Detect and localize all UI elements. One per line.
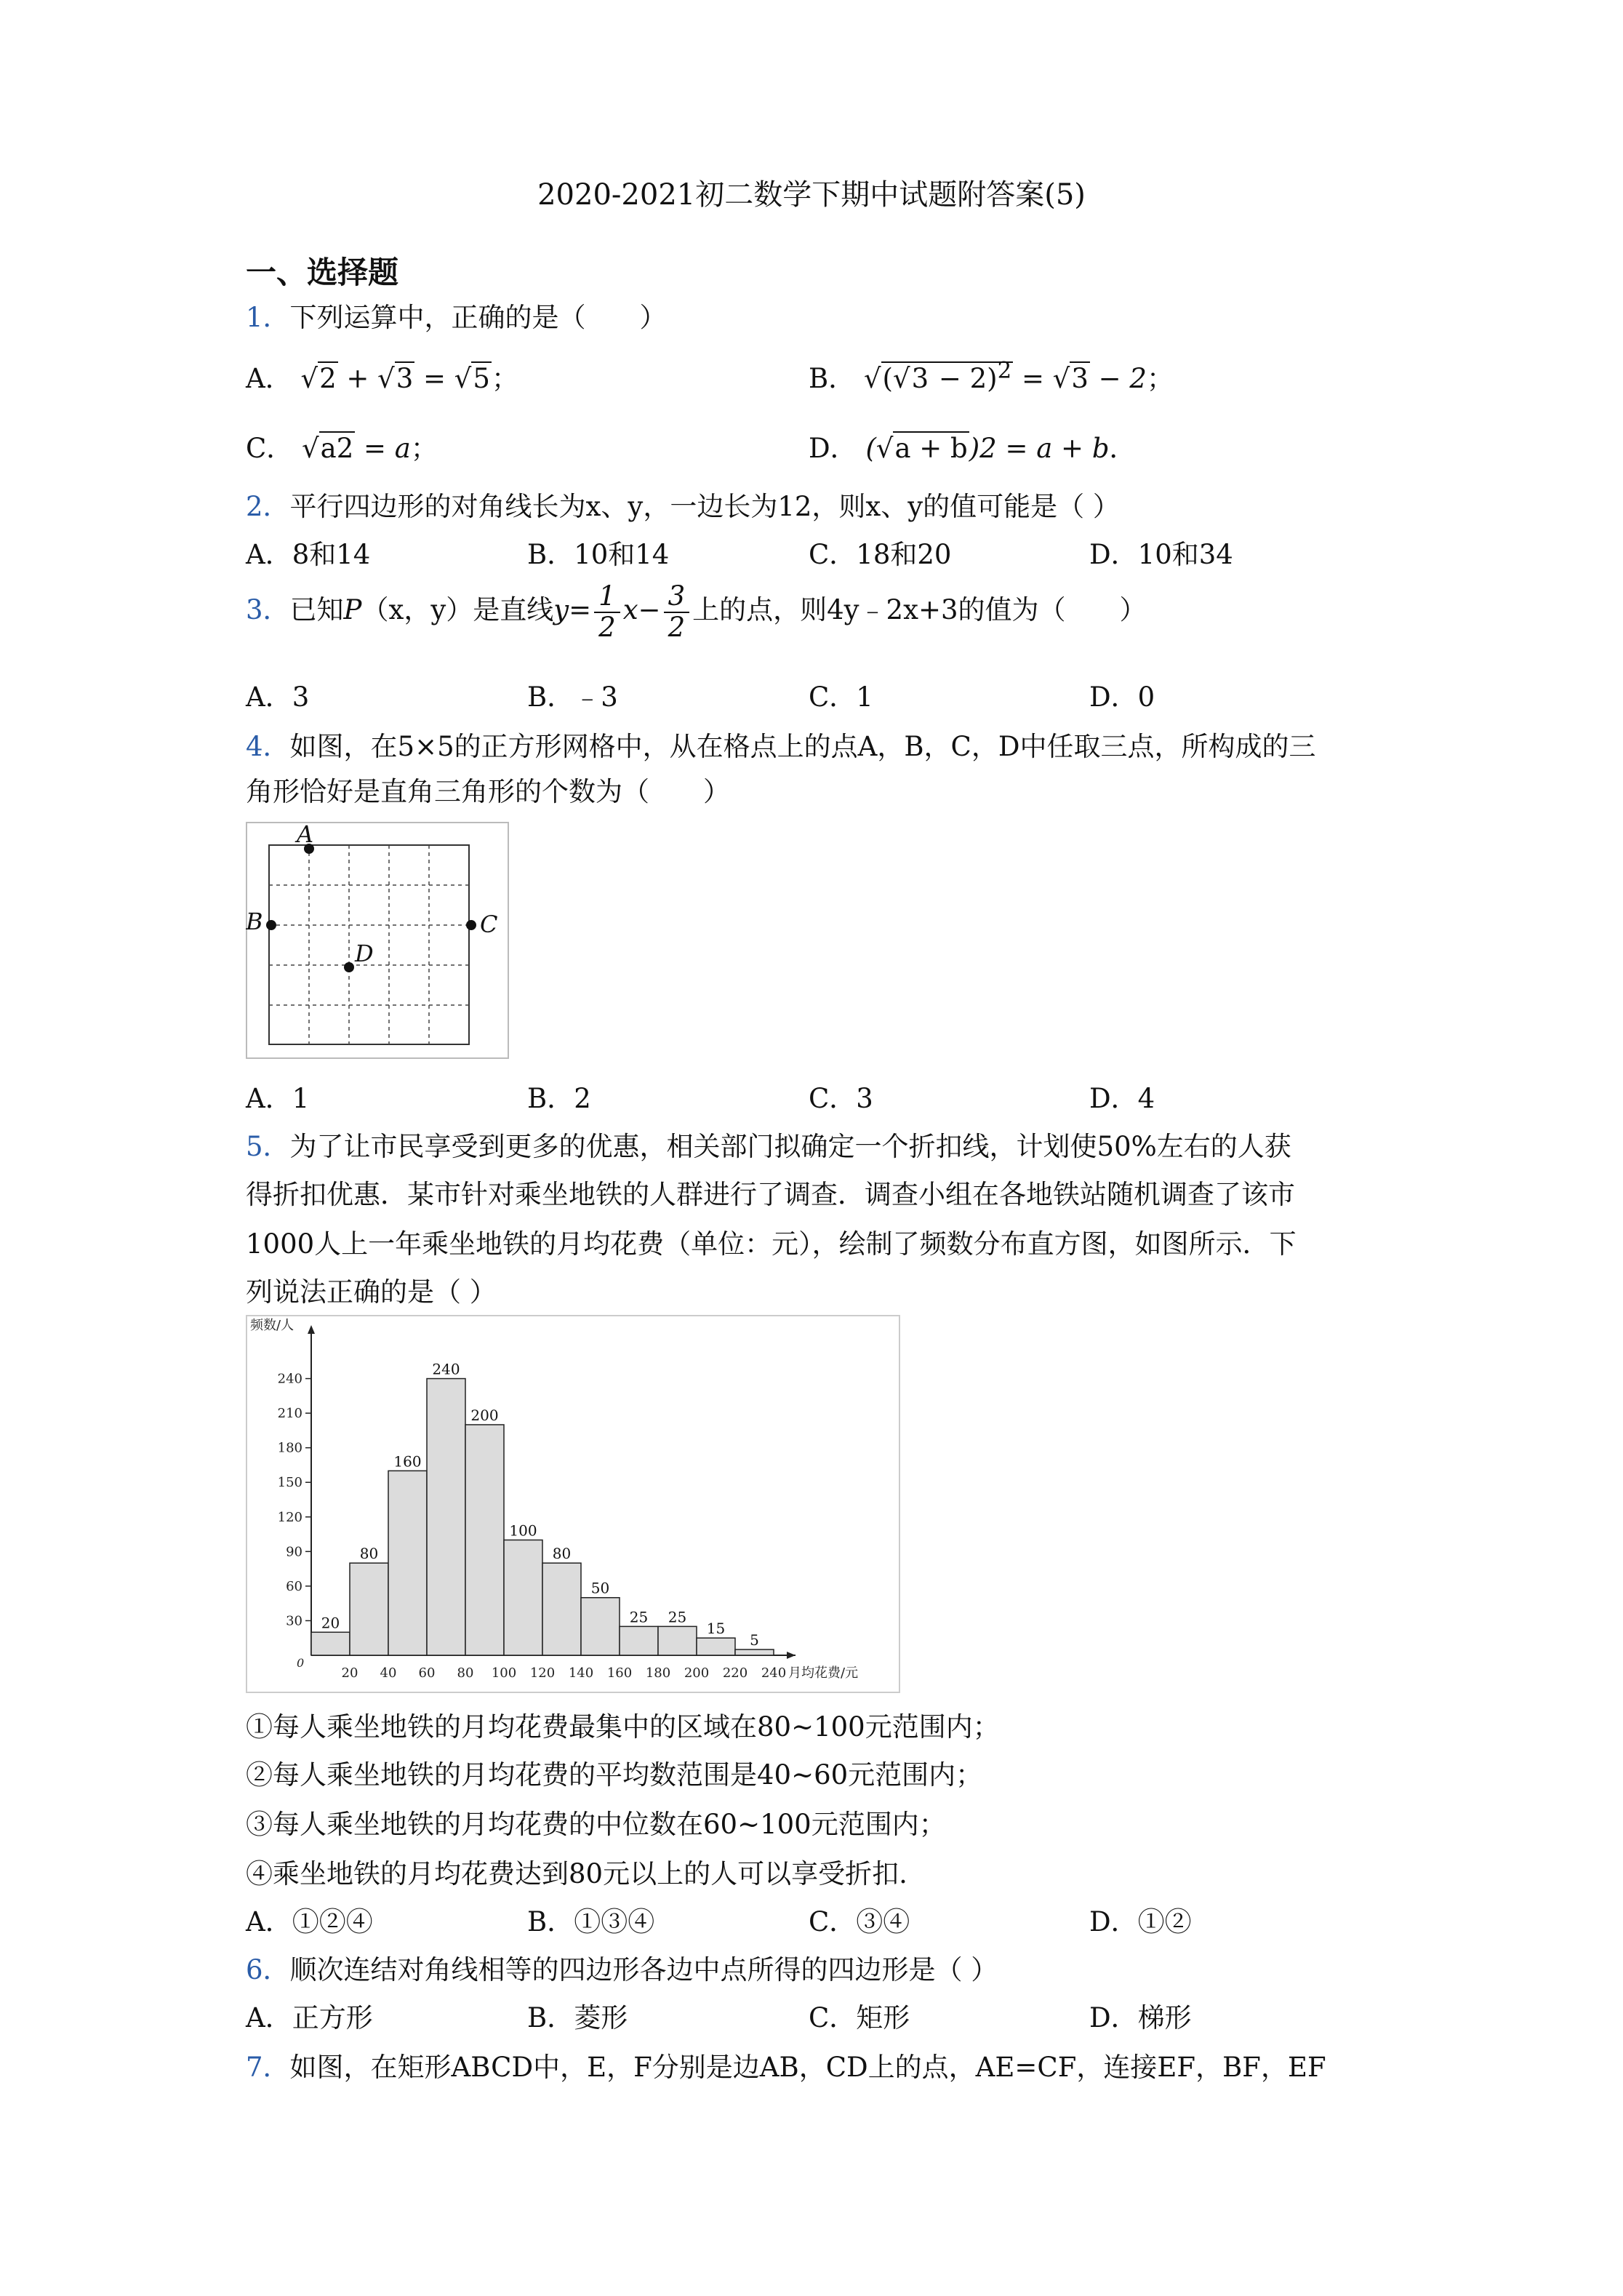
q2-option-c: C．18和20	[809, 539, 952, 570]
histogram-bar	[311, 1632, 350, 1655]
bar-value-label: 5	[750, 1631, 759, 1649]
q1-a-formula: √2 + √3 = √5	[300, 363, 490, 394]
label-a: A	[297, 822, 314, 848]
bar-value-label: 50	[590, 1579, 610, 1597]
q1-d-formula: (√a + b)2 = a + b	[865, 433, 1110, 464]
q5-option-b: B．①③④	[527, 1906, 655, 1937]
q1-b-label: B．	[809, 363, 856, 394]
histogram-bar	[427, 1379, 465, 1655]
histogram-bar	[388, 1471, 427, 1655]
page-title: 2020-2021初二数学下期中试题附答案(5)	[537, 178, 1086, 212]
q3-stem	[246, 582, 1147, 642]
q2-option-a: A．8和14	[246, 539, 371, 570]
q7-stem	[246, 2045, 1326, 2084]
label-c: C	[480, 911, 498, 938]
x-tick-label: 100	[491, 1665, 517, 1681]
y-tick-label: 120	[277, 1509, 302, 1525]
bar-value-label: 25	[668, 1608, 687, 1626]
label-d: D	[355, 940, 374, 967]
q3-equation: y= $\frac{1}{2}$ x− $\frac{3}{2}$	[553, 594, 692, 625]
q5-stem-line4: 列说法正确的是（ ）	[246, 1276, 497, 1308]
y-tick-label: 60	[286, 1578, 302, 1594]
q3-option-c: C．1	[809, 681, 873, 713]
q3-option-a: A．3	[246, 681, 310, 713]
point-b	[266, 920, 276, 930]
q1-d-tail: ．	[1109, 433, 1137, 464]
x-tick-label: 60	[418, 1665, 436, 1681]
x-tick-label: 200	[684, 1665, 710, 1681]
q5-number: 5．	[246, 1131, 290, 1162]
q4-stem-line1	[246, 724, 1316, 764]
q6-option-d: D．梯形	[1089, 2002, 1192, 2033]
q1-b-formula: $√(√3 - 2)^2 = √3 - 2$	[863, 357, 1147, 394]
bar-value-label: 20	[321, 1614, 340, 1632]
x-tick-label: 160	[606, 1665, 633, 1681]
q2-stem	[246, 484, 1120, 524]
q7-number: 7．	[246, 2052, 290, 2083]
q1-text: 下列运算中，正确的是（ ）	[289, 302, 667, 333]
q1-b-tail: ；	[1146, 363, 1174, 394]
bar-value-label: 200	[470, 1406, 499, 1424]
q5-statement-2: ②每人乘坐地铁的月均花费的平均数范围是40~60元范围内；	[246, 1759, 983, 1791]
q5-statement-1: ①每人乘坐地铁的月均花费最集中的区域在80~100元范围内；	[246, 1711, 1000, 1743]
bar-value-label: 25	[629, 1608, 649, 1626]
q2-number: 2．	[246, 491, 290, 522]
q3-number: 3．	[246, 594, 290, 626]
q5-text-1: 为了让市民享受到更多的优惠，相关部门拟确定一个折扣线，计划使50%左右的人获	[289, 1131, 1291, 1162]
q1-a-label: A．	[246, 363, 292, 394]
q1-number: 1．	[246, 302, 290, 333]
q6-stem	[246, 1948, 998, 1987]
histogram-bar	[735, 1649, 774, 1655]
q1-stem	[246, 295, 667, 335]
origin-label: 0	[297, 1656, 305, 1670]
x-axis-label: 月均花费/元	[788, 1665, 859, 1681]
histogram-bar	[465, 1425, 504, 1655]
y-axis-label: 频数/人	[250, 1318, 294, 1333]
x-tick-label: 140	[568, 1665, 594, 1681]
q1-c-tail: ；	[410, 433, 438, 464]
q7-text: 如图，在矩形ABCD中，E，F分别是边AB，CD上的点，AE=CF，连接EF，BF，EF	[289, 2052, 1326, 2083]
q5-histogram	[246, 1315, 900, 1693]
q4-option-a: A．1	[246, 1083, 310, 1114]
bar-value-label: 240	[432, 1360, 460, 1378]
q4-grid-figure	[246, 822, 509, 1059]
histogram-bar	[620, 1626, 658, 1655]
bar-value-label: 15	[706, 1620, 726, 1638]
x-tick-label: 180	[645, 1665, 671, 1681]
q1-c-formula: √a2 = a	[302, 433, 411, 464]
y-tick-label: 30	[286, 1613, 302, 1629]
label-b: B	[246, 908, 263, 935]
q4-number: 4．	[246, 731, 290, 762]
x-tick-label: 20	[341, 1665, 358, 1681]
q6-option-b: B．菱形	[527, 2002, 628, 2033]
histogram-bar	[350, 1563, 388, 1655]
q4-option-b: B．2	[527, 1083, 591, 1114]
x-tick-label: 120	[529, 1665, 556, 1681]
point-c	[466, 920, 476, 930]
q2-option-b: B．10和14	[527, 539, 670, 570]
x-tick-label: 220	[722, 1665, 748, 1681]
q2-text: 平行四边形的对角线长为x、y，一边长为12，则x、y的值可能是（ ）	[289, 491, 1120, 522]
bar-value-label: 100	[509, 1521, 537, 1540]
q1-a-tail: ；	[491, 363, 518, 394]
histogram-bar	[697, 1638, 735, 1655]
q3-option-d: D．0	[1089, 681, 1155, 713]
y-tick-label: 240	[277, 1371, 302, 1387]
bar-value-label: 160	[393, 1452, 422, 1471]
q1-c-label: C．	[246, 433, 294, 464]
x-tick-label: 240	[761, 1665, 787, 1681]
q2-option-d: D．10和34	[1089, 539, 1233, 570]
histogram-bar	[542, 1563, 581, 1655]
q5-statement-3: ③每人乘坐地铁的月均花费的中位数在60~100元范围内；	[246, 1809, 946, 1840]
histogram-bar	[658, 1626, 697, 1655]
q3-option-b: B．﹣3	[527, 681, 618, 713]
q6-number: 6．	[246, 1954, 290, 1985]
q6-text: 顺次连结对角线相等的四边形各边中点所得的四边形是（ ）	[289, 1954, 998, 1985]
y-tick-label: 180	[277, 1440, 302, 1456]
q5-option-a: A．①②④	[246, 1906, 373, 1937]
q4-stem-line2: 角形恰好是直角三角形的个数为（ ）	[246, 776, 730, 807]
q5-statement-4: ④乘坐地铁的月均花费达到80元以上的人可以享受折扣.	[246, 1858, 907, 1889]
q5-option-d: D．①②	[1089, 1906, 1192, 1937]
y-tick-label: 150	[277, 1475, 302, 1491]
q4-option-c: C．3	[809, 1083, 873, 1114]
q1-option-a	[246, 356, 518, 396]
bar-value-label: 80	[359, 1545, 379, 1563]
q5-stem-line2: 得折扣优惠．某市针对乘坐地铁的人群进行了调查．调查小组在各地铁站随机调查了该市	[246, 1179, 1295, 1210]
point-d	[344, 962, 354, 972]
q1-d-label: D．	[809, 433, 857, 464]
section-heading: 一、选择题	[246, 255, 399, 290]
q1-option-c	[246, 426, 438, 465]
bar-value-label: 80	[552, 1545, 572, 1563]
q3-text-b: （x，y）是直线	[361, 594, 554, 626]
q1-option-d	[809, 426, 1137, 465]
y-tick-label: 90	[286, 1544, 302, 1560]
q5-stem-line3: 1000人上一年乘坐地铁的月均花费（单位：元），绘制了频数分布直方图，如图所示．下	[246, 1228, 1297, 1260]
q5-option-c: C．③④	[809, 1906, 910, 1937]
histogram-bar	[504, 1540, 542, 1655]
q3-text-a: 已知	[289, 594, 344, 626]
q1-option-b	[809, 356, 1174, 396]
q3-point-p: P	[343, 594, 362, 626]
x-tick-label: 40	[380, 1665, 397, 1681]
histogram-bar	[581, 1598, 620, 1655]
x-tick-label: 80	[457, 1665, 474, 1681]
q6-option-c: C．矩形	[809, 2002, 910, 2033]
q5-stem-line1	[246, 1124, 1291, 1164]
q4-option-d: D．4	[1089, 1083, 1155, 1114]
y-tick-label: 210	[277, 1406, 302, 1422]
q4-text-1: 如图，在5×5的正方形网格中，从在格点上的点A，B，C，D中任取三点，所构成的三	[289, 731, 1316, 762]
q3-text-c: 上的点，则4y﹣2x+3的值为（ ）	[692, 594, 1147, 626]
q6-option-a: A．正方形	[246, 2002, 373, 2033]
